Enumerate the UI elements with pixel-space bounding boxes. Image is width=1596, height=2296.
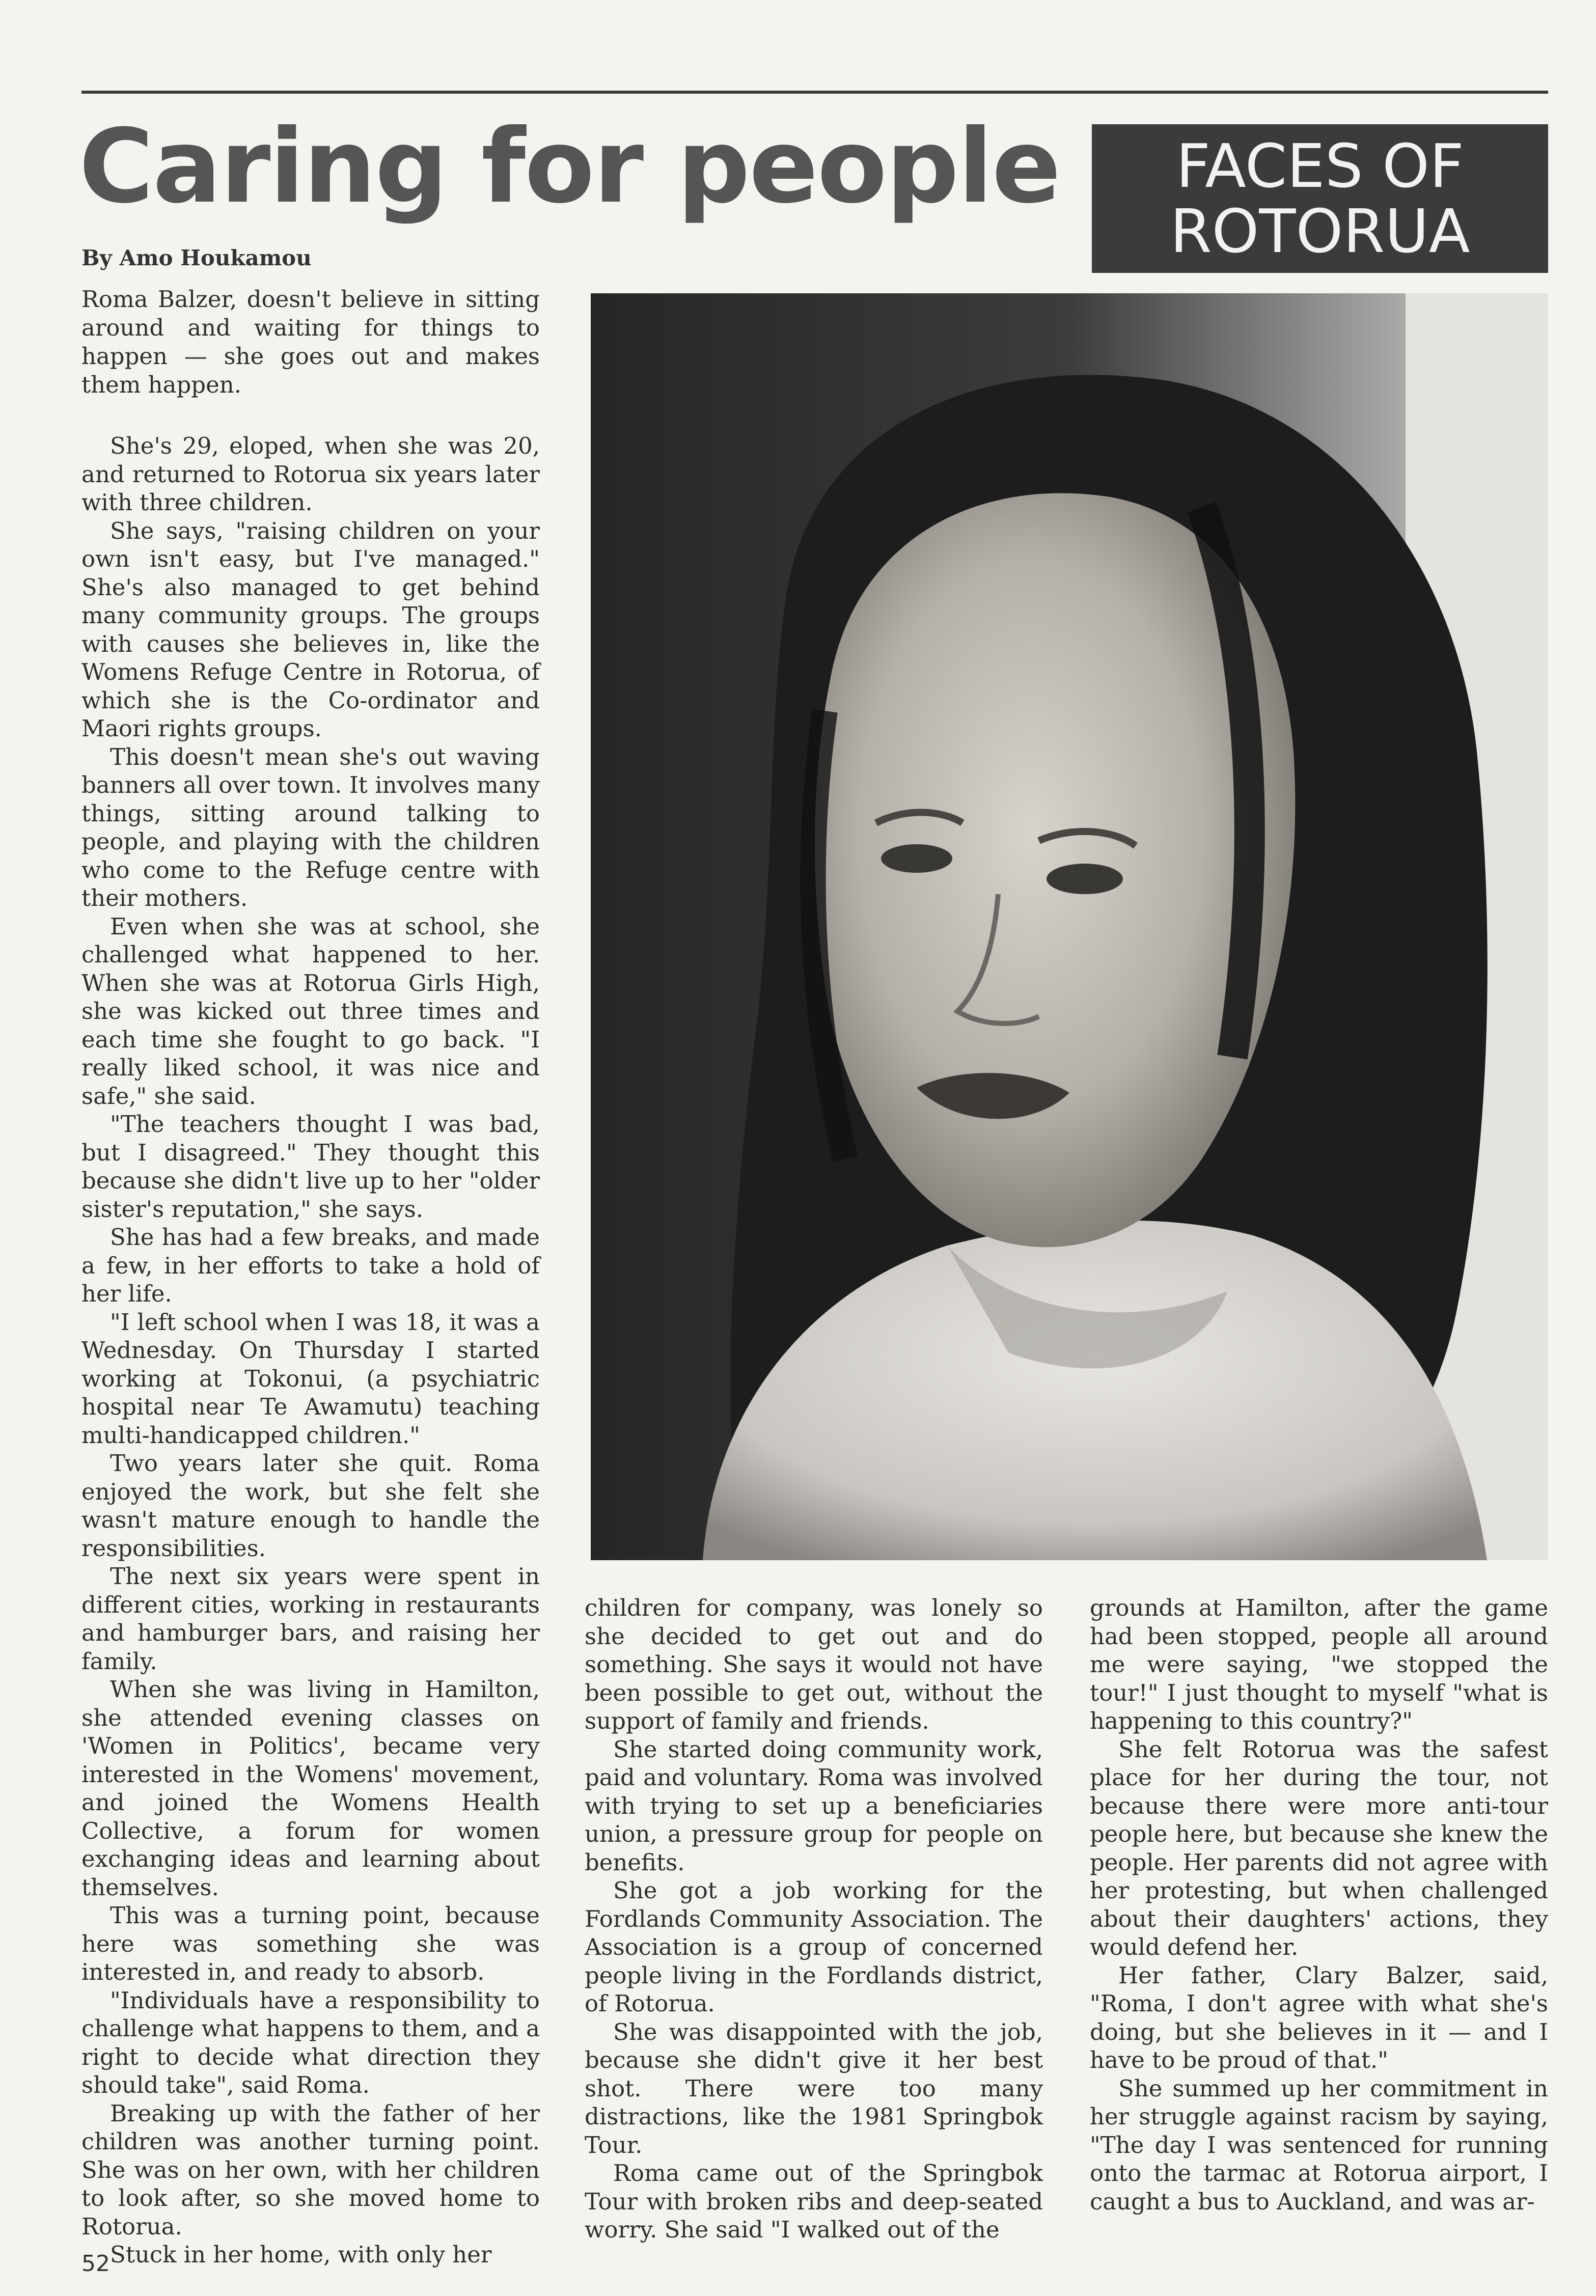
page-number: 52 xyxy=(81,2251,110,2277)
article-column-1 xyxy=(81,432,540,2269)
article-column-3 xyxy=(1090,1594,1548,2216)
paragraph: She was disappointed with the job, because she didn't give it her best shot. There were too many distractions, like the 1981 Springbok Tour. xyxy=(585,2018,1043,2159)
section-box-line2: ROTORUA xyxy=(1170,196,1470,266)
paragraph: Breaking up with the father of her children was another turning point. She was on her own, with her children to look after, so she moved home to Rotorua. xyxy=(81,2099,540,2240)
paragraph: She summed up her commitment in her struggle against racism by saying, "The day I was sentenced for running onto the tarmac at Rotorua airport, I caught a bus to Auckland, and was ar- xyxy=(1090,2074,1548,2215)
paragraph: She got a job working for the Fordlands Community Association. The Association is a group of concerned people living in the Fordlands district, of Rotorua. xyxy=(585,1877,1043,2017)
top-rule xyxy=(81,91,1548,94)
paragraph: Stuck in her home, with only her xyxy=(110,2241,492,2268)
paragraph: She's 29, eloped, when she was 20, and returned to Rotorua six years later with three children. xyxy=(81,432,540,516)
byline: By Amo Houkamou xyxy=(81,245,312,270)
paragraph: Roma came out of the Springbok Tour with broken ribs and deep-seated worry. She said "I walked out of the xyxy=(585,2160,1043,2243)
paragraph: "I left school when I was 18, it was a Wednesday. On Thursday I started working at Tokonui, (a psychiatric hospital near Te Awamutu) teaching multi-handicapped children." xyxy=(81,1308,540,1449)
paragraph: "The teachers thought I was bad, but I disagreed." They thought this because she didn't live up to her "older sister's reputation," she says. xyxy=(81,1111,540,1223)
paragraph: This was a turning point, because here was something she was interested in, and ready to absorb. xyxy=(81,1902,540,1985)
paragraph: When she was living in Hamilton, she attended evening classes on 'Women in Politics', became very interested in the Womens' movement, and joined the Womens Health Collective, a forum for women exchanging ideas and learning about themselves. xyxy=(81,1676,540,1901)
article-column-2 xyxy=(585,1594,1043,2244)
paragraph: She started doing community work, paid and voluntary. Roma was involved with trying to set up a beneficiaries union, a pressure group for people on benefits. xyxy=(585,1735,1043,1876)
paragraph: Two years later she quit. Roma enjoyed the work, but she felt she wasn't mature enough to handle the responsibilities. xyxy=(81,1450,540,1562)
headline: Caring for people xyxy=(79,107,1060,226)
portrait-photo xyxy=(591,293,1548,1560)
section-box-line1: FACES OF xyxy=(1176,131,1464,201)
lead-paragraph: Roma Balzer, doesn't believe in sitting around and waiting for things to happen — she goes out and makes them happen. xyxy=(81,286,540,398)
paragraph: She has had a few breaks, and made a few, in her efforts to take a hold of her life. xyxy=(81,1224,540,1307)
paragraph: She felt Rotorua was the safest place for her during the tour, not because there were more anti-tour people here, but because she knew the people. Her parents did not agree with her protesting, but when challenged about their daughters' actions, they would defend her. xyxy=(1090,1735,1548,1960)
paragraph: Even when she was at school, she challenged what happened to her. When she was at Rotorua Girls High, she was kicked out three times and each time she fought to go back. "I really liked school, it was nice and safe," she said. xyxy=(81,912,540,1110)
paragraph: This doesn't mean she's out waving banners all over town. It involves many things, sitting around talking to people, and playing with the children who come to the Refuge centre with their mothers. xyxy=(81,743,540,911)
paragraph: children for company, was lonely so she decided to get out and do something. She says it would not have been possible to get out, without the support of family and friends. xyxy=(585,1594,1043,1734)
paragraph: Her father, Clary Balzer, said, "Roma, I don't agree with what she's doing, but she believes in it — and I have to be proud of that." xyxy=(1090,1961,1548,2073)
paragraph: The next six years were spent in different cities, working in restaurants and hamburger bars, and raising her family. xyxy=(81,1563,540,1675)
section-box xyxy=(1092,124,1548,273)
paragraph: "Individuals have a responsibility to challenge what happens to them, and a right to decide what direction they should take", said Roma. xyxy=(81,1986,540,2098)
paragraph: She says, "raising children on your own isn't easy, but I've managed." She's also managed to get behind many community groups. The groups with causes she believes in, like the Womens Refuge Centre in Rotorua, of which she is the Co-ordinator and Maori rights groups. xyxy=(81,517,540,742)
paragraph: grounds at Hamilton, after the game had been stopped, people all around me were saying, "we stopped the tour!" I just thought to myself "what is happening to this country?" xyxy=(1090,1594,1548,1734)
